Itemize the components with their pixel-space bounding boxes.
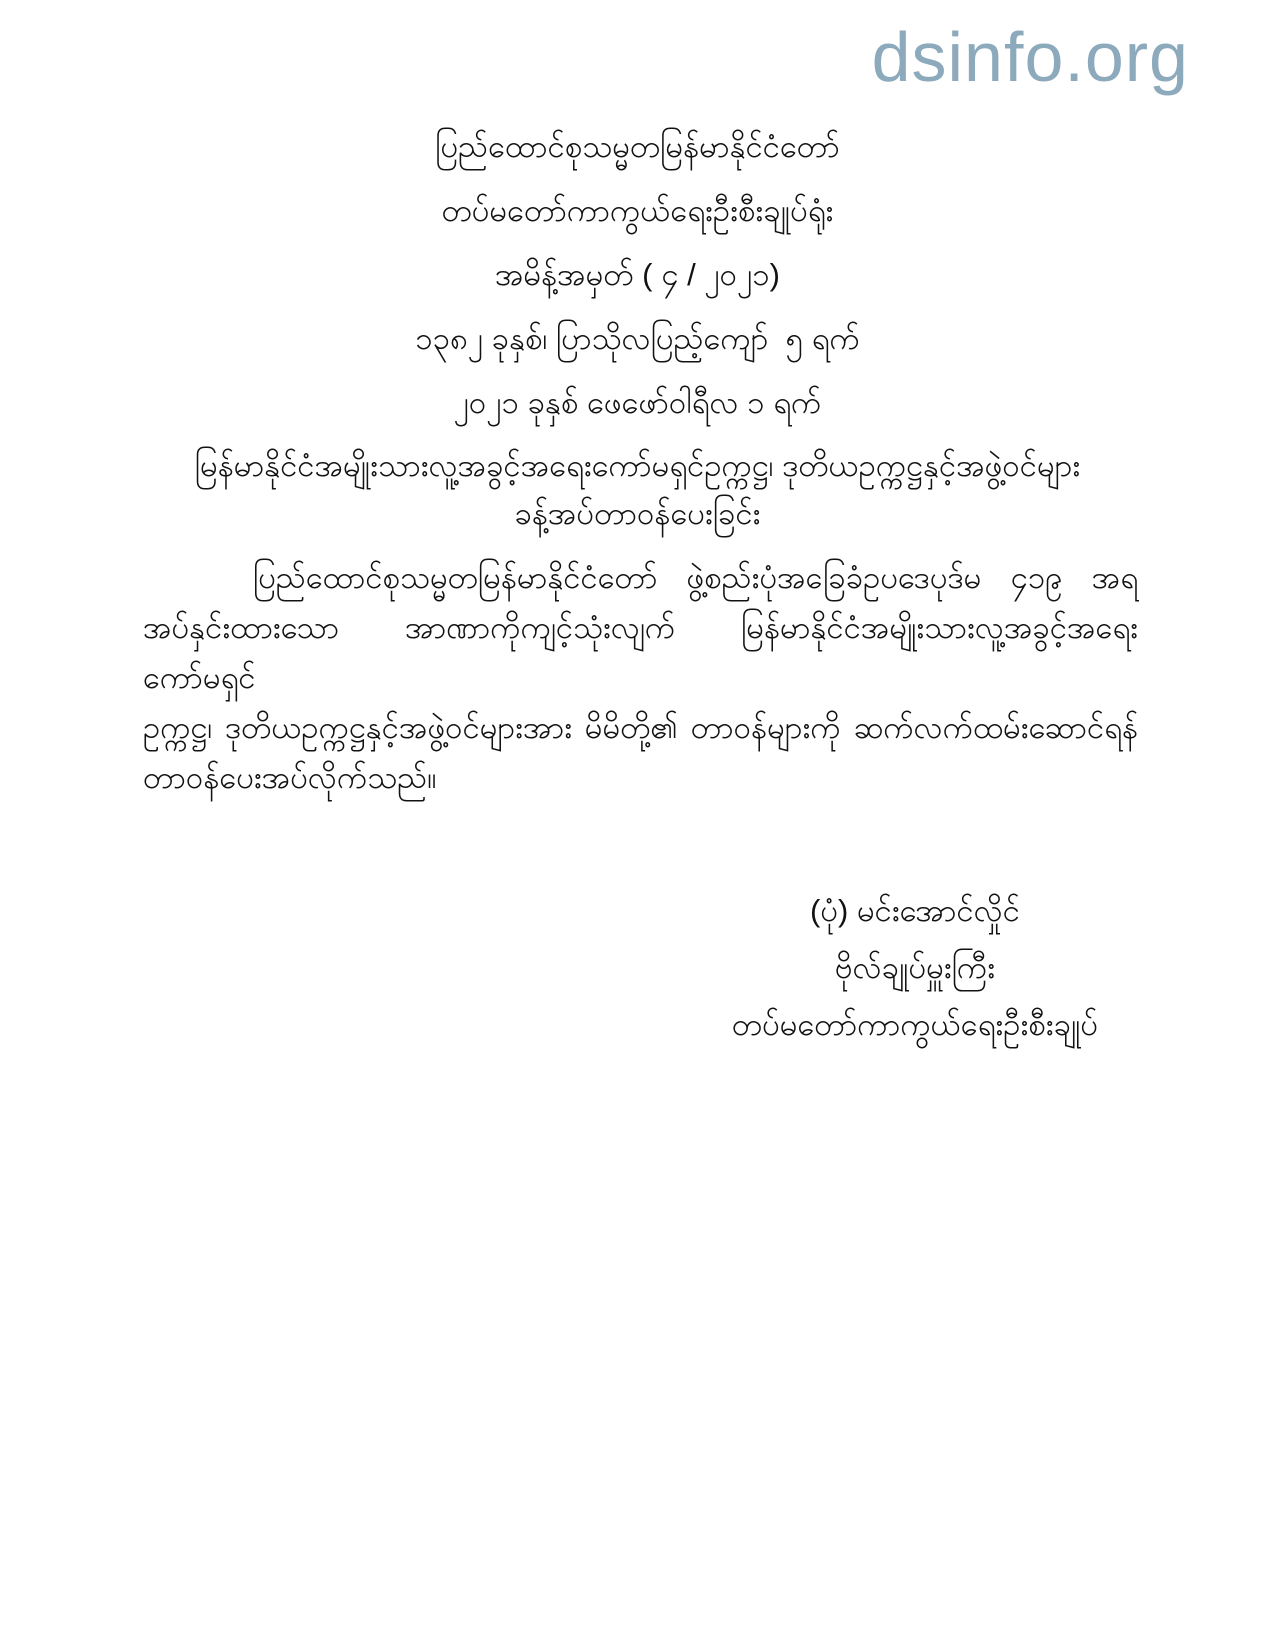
body-paragraph: [143, 553, 1138, 803]
state-name-line: ပြည်ထောင်စုသမ္မတမြန်မာနိုင်ငံတော်: [435, 129, 840, 164]
document-header: [0, 122, 1275, 538]
signatory-rank: ဗိုလ်ချုပ်မှူးကြီး: [834, 950, 996, 985]
order-number-line: အမိန့်အမှတ် ( ၄ / ၂၀၂၁): [494, 257, 781, 292]
body-line: ဥက္ကဋ္ဌ၊ ဒုတိယဥက္ကဋ္ဌနှင့်အဖွဲ့ဝင်များအား မိမိတို့၏ တာဝန်များကို ဆက်လက်ထမ်းဆောင်ရန်: [143, 710, 1138, 745]
body-line: အပ်နှင်းထားသော အာဏာကိုကျင့်သုံးလျက် မြန်မာနိုင်ငံအမျိုးသားလူ့အခွင့်အရေး ကော်မရှင်: [143, 610, 1138, 695]
body-line: တာဝန်ပေးအပ်လိုက်သည်။: [143, 760, 437, 795]
watermark-text: dsinfo.org: [871, 18, 1189, 96]
office-name-line: တပ်မတော်ကာကွယ်ရေးဦးစီးချုပ်ရုံး: [441, 193, 834, 228]
document-title-line-1: မြန်မာနိုင်ငံအမျိုးသားလူ့အခွင့်အရေးကော်မရှင်ဥက္ကဋ္ဌ၊ ဒုတိယဥက္ကဋ္ဌနှင့်အဖွဲ့ဝင်များ: [194, 448, 1081, 483]
body-line: ပြည်ထောင်စုသမ္မတမြန်မာနိုင်ငံတော် ဖွဲ့စည်းပုံအခြေခံဥပဒေပုဒ်မ ၄၁၉ အရ: [253, 560, 1138, 595]
signatory-name: (ပုံ) မင်းအောင်လှိုင်: [810, 893, 1020, 928]
gregorian-date-line: ၂၀၂၁ ခုနှစ် ဖေဖော်ဝါရီလ ၁ ရက်: [453, 385, 822, 420]
signature-block: [665, 882, 1165, 1053]
signatory-title: တပ်မတော်ကာကွယ်ရေးဦးစီးချုပ်: [731, 1007, 1099, 1042]
document-title-line-2: ခန့်အပ်တာဝန်ပေးခြင်း: [514, 496, 761, 531]
myanmar-era-date-line: ၁၃၈၂ ခုနှစ်၊ ပြာသိုလပြည့်ကျော် ၅ ရက်: [415, 321, 860, 356]
